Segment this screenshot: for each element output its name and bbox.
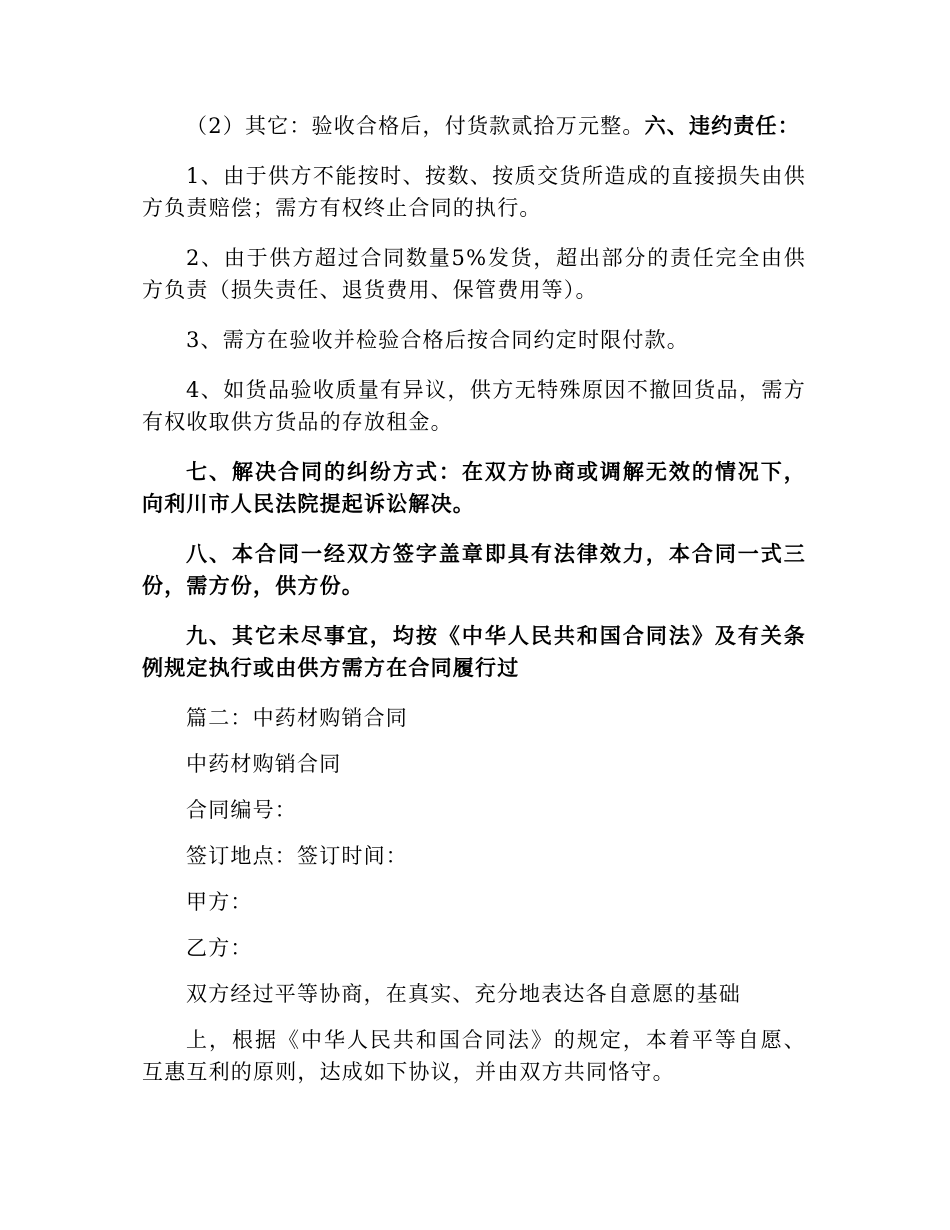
paragraph-other-matters: 九、其它未尽事宜，均按《中华人民共和国合同法》及有关条例规定执行或由供方需方在合同履行过 — [142, 623, 806, 680]
paragraph-liability-3: 3、需方在验收并检验合格后按合同约定时限付款。 — [186, 328, 689, 352]
section-heading-liability: 六、违约责任： — [644, 113, 800, 138]
paragraph-liability-4: 4、如货品验收质量有异议，供方无特殊原因不撤回货品，需方有权收取供方货品的存放租金。 — [142, 378, 806, 434]
paragraph-preamble-1: 双方经过平等协商，在真实、充分地表达各自意愿的基础 — [186, 982, 741, 1006]
chapter-title: 篇二：中药材购销合同 — [186, 706, 408, 730]
signing-place-time-field: 签订地点：签订时间： — [186, 844, 408, 868]
document-page — [142, 110, 806, 1106]
paragraph-payment-other — [142, 110, 806, 142]
party-a-field: 甲方： — [186, 890, 253, 914]
paragraph-liability-1: 1、由于供方不能按时、按数、按质交货所造成的直接损失由供方负责赔偿；需方有权终止合同的执行。 — [142, 164, 806, 220]
contract-title: 中药材购销合同 — [186, 752, 342, 776]
paragraph-liability-2: 2、由于供方超过合同数量5%发货，超出部分的责任完全由供方负责（损失责任、退货费用、保管费用等）。 — [142, 246, 806, 302]
paragraph-dispute-resolution: 七、解决合同的纠纷方式：在双方协商或调解无效的情况下，向利川市人民法院提起诉讼解决。 — [142, 459, 806, 516]
contract-number-field: 合同编号： — [186, 798, 297, 822]
paragraph-legal-effect: 八、本合同一经双方签字盖章即具有法律效力，本合同一式三份，需方份，供方份。 — [142, 541, 806, 598]
paragraph-preamble-2: 上，根据《中华人民共和国合同法》的规定，本着平等自愿、互惠互利的原则，达成如下协议，并由双方共同恪守。 — [142, 1028, 806, 1084]
party-b-field: 乙方： — [186, 936, 253, 960]
paragraph-text: （2）其它：验收合格后，付货款贰拾万元整。 — [186, 114, 645, 138]
